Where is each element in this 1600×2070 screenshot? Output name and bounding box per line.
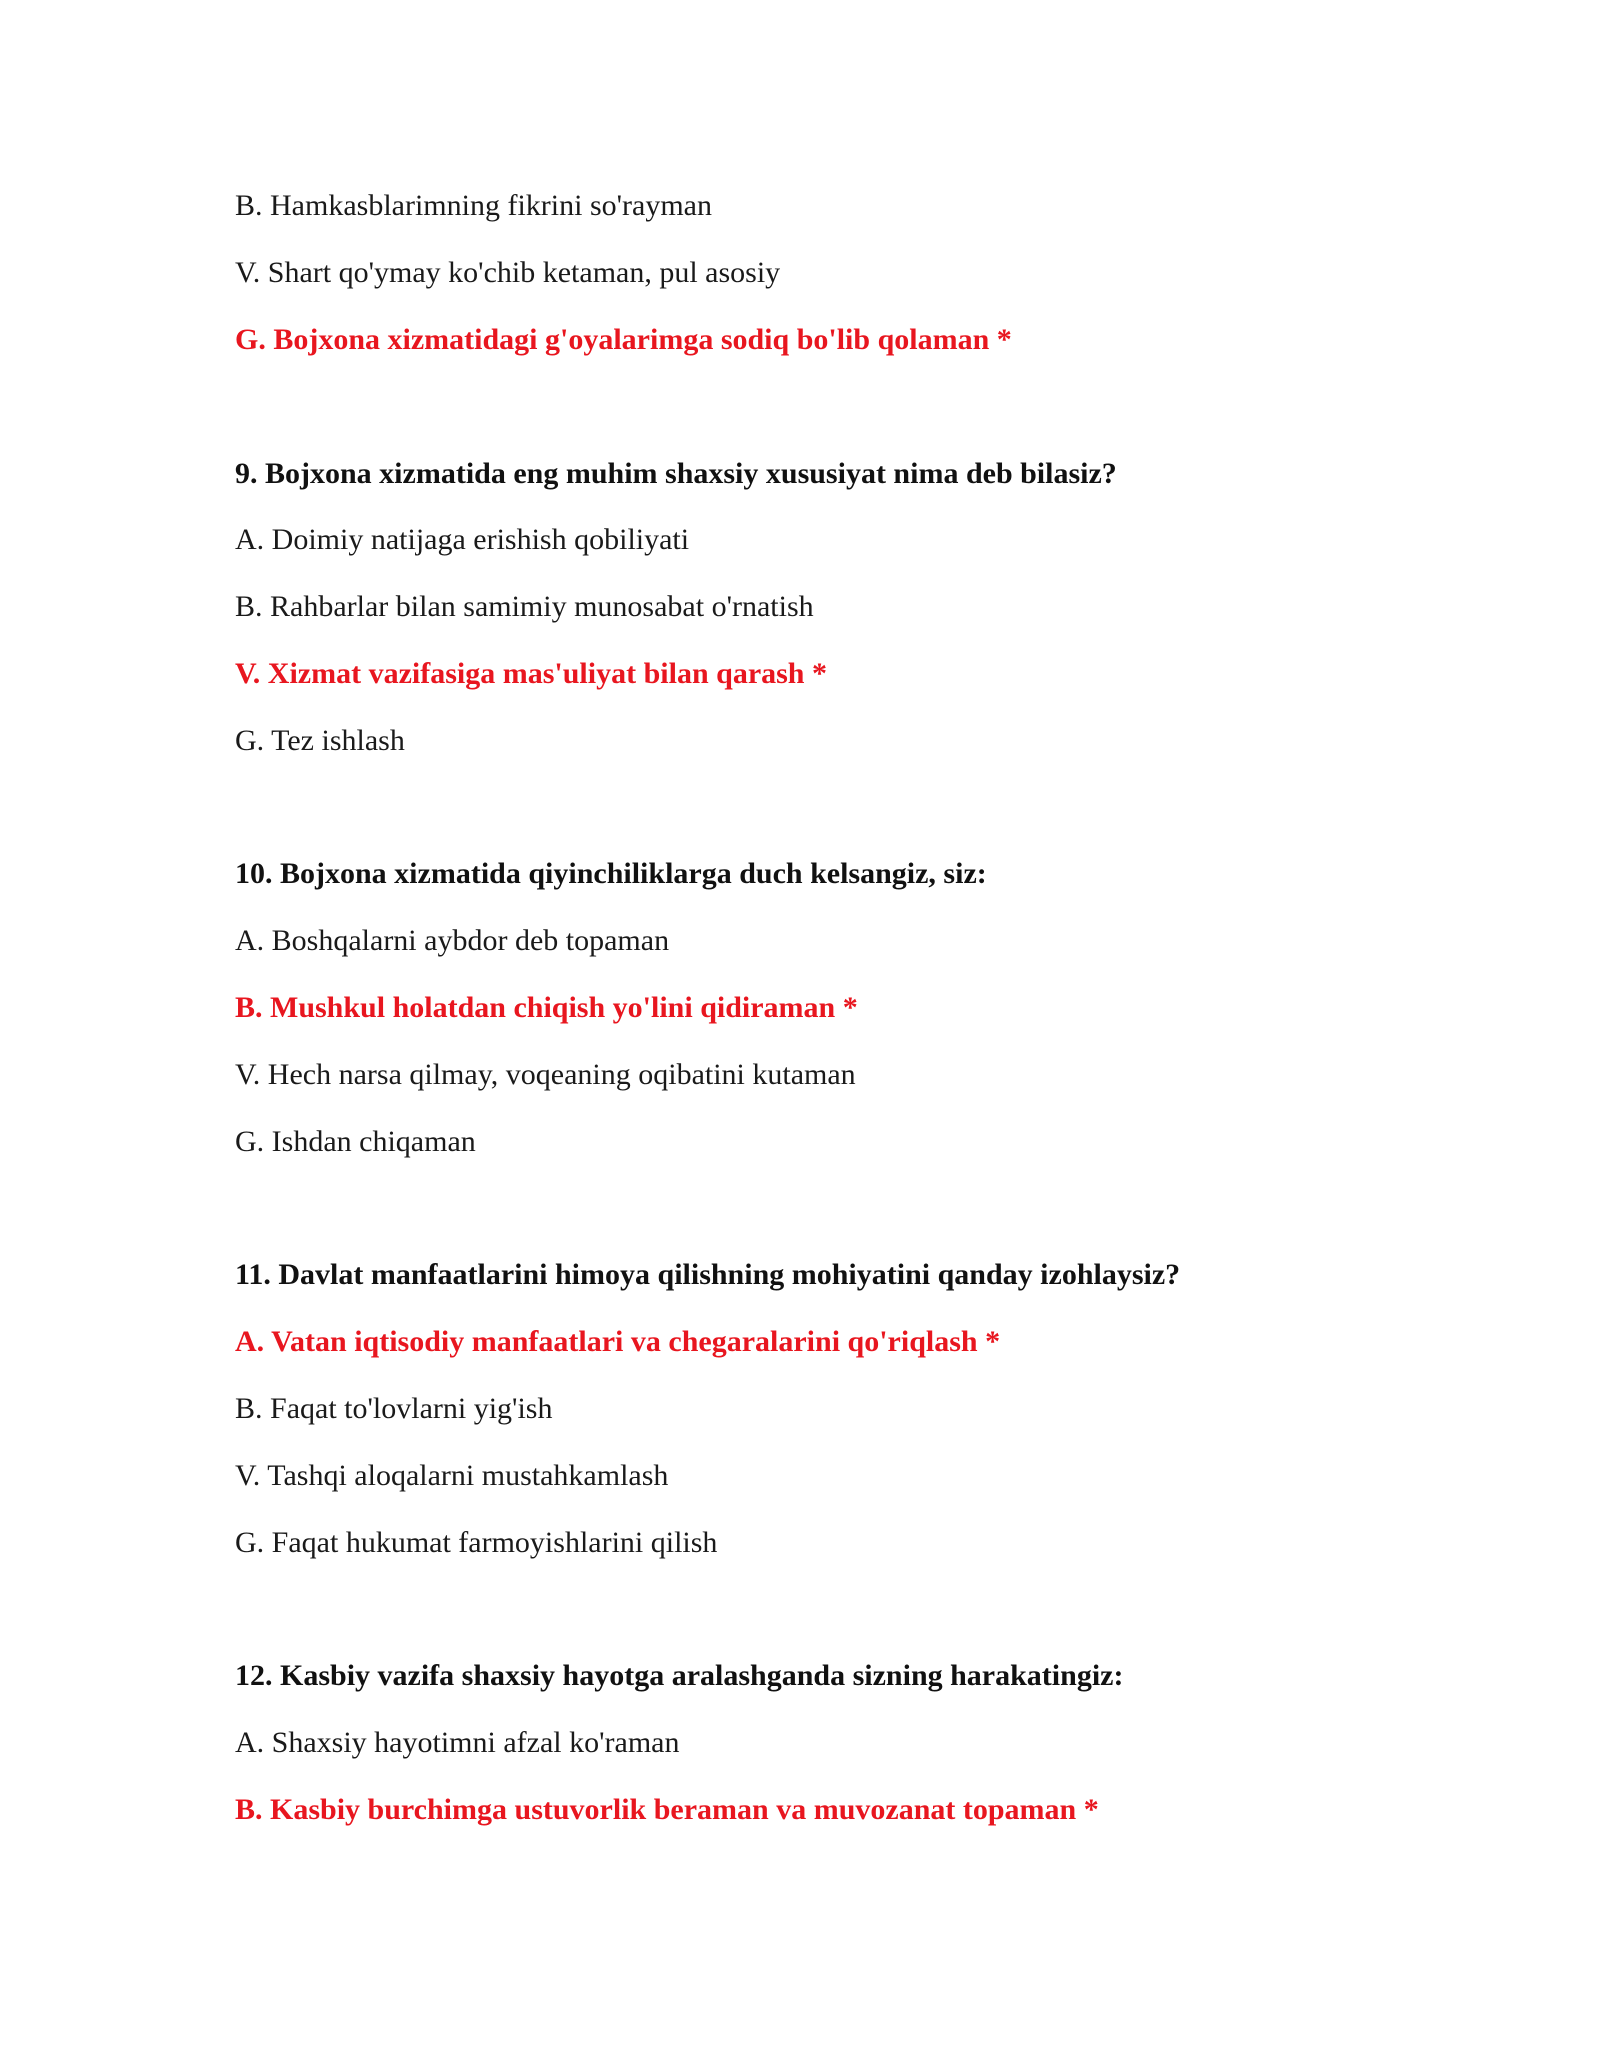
answer-option: B. Rahbarlar bilan samimiy munosabat o'rnatish — [235, 590, 814, 623]
answer-option: V. Tashqi aloqalarni mustahkamlash — [235, 1459, 669, 1492]
correct-answer: B. Mushkul holatdan chiqish yo'lini qidiraman * — [235, 991, 858, 1024]
answer-option: A. Shaxsiy hayotimni afzal ko'raman — [235, 1726, 680, 1759]
question-heading: 12. Kasbiy vazifa shaxsiy hayotga aralashganda sizning harakatingiz: — [235, 1659, 1124, 1692]
correct-answer: V. Xizmat vazifasiga mas'uliyat bilan qarash * — [235, 657, 827, 690]
answer-option: A. Doimiy natijaga erishish qobiliyati — [235, 523, 690, 556]
answer-option: G. Tez ishlash — [235, 724, 405, 757]
answer-option: A. Boshqalarni aybdor deb topaman — [235, 924, 670, 957]
question-heading: 11. Davlat manfaatlarini himoya qilishning mohiyatini qanday izohlaysiz? — [235, 1258, 1181, 1291]
correct-answer: G. Bojxona xizmatidagi g'oyalarimga sodiq bo'lib qolaman * — [235, 323, 1012, 356]
answer-option: B. Faqat to'lovlarni yig'ish — [235, 1392, 553, 1425]
answer-option: G. Ishdan chiqaman — [235, 1125, 476, 1158]
question-heading: 9. Bojxona xizmatida eng muhim shaxsiy xususiyat nima deb bilasiz? — [235, 457, 1117, 490]
answer-option: V. Shart qo'ymay ko'chib ketaman, pul asosiy — [235, 256, 781, 289]
question-heading: 10. Bojxona xizmatida qiyinchiliklarga duch kelsangiz, siz: — [235, 857, 987, 890]
correct-answer: A. Vatan iqtisodiy manfaatlari va chegaralarini qo'riqlash * — [235, 1325, 1001, 1358]
answer-option: V. Hech narsa qilmay, voqeaning oqibatini kutaman — [235, 1058, 856, 1091]
correct-answer: B. Kasbiy burchimga ustuvorlik beraman va muvozanat topaman * — [235, 1793, 1099, 1826]
answer-option: G. Faqat hukumat farmoyishlarini qilish — [235, 1526, 718, 1559]
answer-option: B. Hamkasblarimning fikrini so'rayman — [235, 189, 712, 222]
